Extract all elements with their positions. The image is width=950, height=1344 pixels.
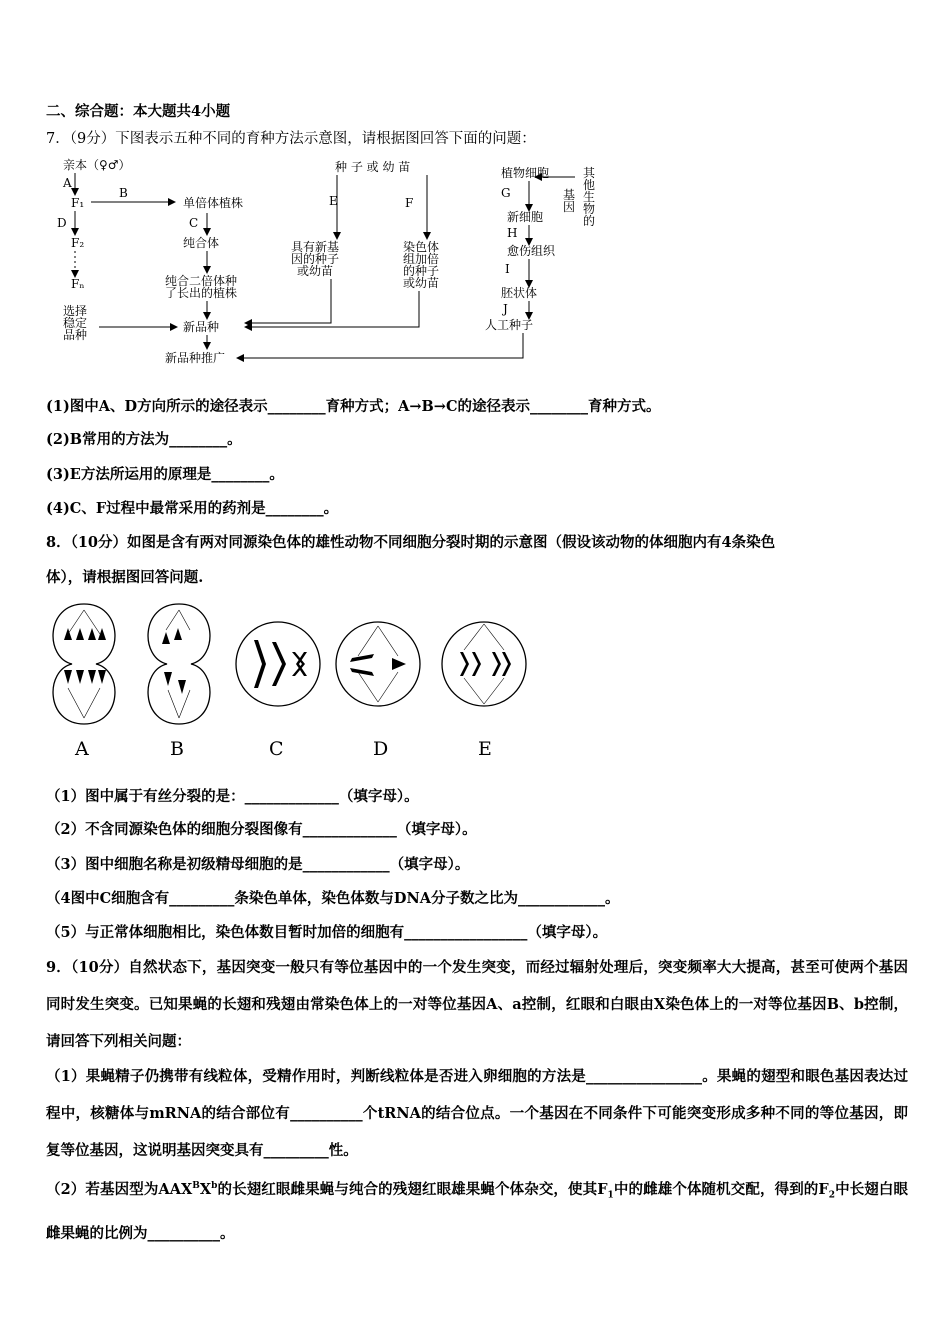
- cell-label-B: B: [170, 738, 184, 760]
- cell-label-A: A: [75, 738, 89, 760]
- f-result-1: 染色体: [403, 240, 440, 254]
- diploid-1: 纯合二倍体种: [165, 274, 238, 288]
- q9-para-2: （1）果蝇精子仍携带有线粒体，受精作用时，判断线粒体是否进入卵细胞的方法是________________。果蝇的翅型和眼色基因表达过程中，核糖体与mRNA的结合部位有__________个tRNA的结合位点。一个基因在不同条件下可能突变形成多种不同的等位基因，即复等位基因，这说明基因突变具有_________性。: [46, 1068, 908, 1159]
- cell-A: [53, 604, 115, 724]
- promotion: 新品种推广: [165, 351, 226, 365]
- label-C: C: [189, 216, 199, 230]
- callus: 愈伤组织: [507, 244, 556, 258]
- q7-sub1: (1)图中A、D方向所示的途径表示________育种方式；A→B→C的途径表示________育种方式。: [46, 398, 661, 415]
- label-G: G: [501, 186, 511, 200]
- q9-p3-e: 中长翅白眼雌果蝇的比例为__________。: [46, 1180, 909, 1242]
- q8-stem-1: 8．（10分）如图是含有两对同源染色体的雄性动物不同细胞分裂时期的示意图（假设该动物的体细胞内有4条染色: [46, 534, 776, 551]
- pure-line: 纯合体: [183, 236, 220, 250]
- label-F: F: [405, 196, 414, 210]
- gene-2: 因: [563, 200, 576, 214]
- plant-cell: 植物细胞: [501, 166, 550, 180]
- q9-para-1: 9．（10分）自然状态下，基因突变一般只有等位基因中的一个发生突变，而经过辐射处理后，突变频率大大提高，甚至可使两个基因同时发生突变。已知果蝇的长翅和残翅由常染色体上的一对等位基因A、a控制，红眼和白眼由X染色体上的一对等位基因B、b控制，请回答下列相关问题：: [46, 959, 908, 1050]
- q8-stem-2: 体），请根据图回答问题.: [46, 569, 204, 586]
- q8-sub3: （3）图中细胞名称是初级精母细胞的是____________（填字母）。: [46, 856, 470, 873]
- new-cell: 新细胞: [507, 210, 544, 224]
- seed-label: 种 子 或 幼 苗: [335, 160, 411, 174]
- q8-sub2: （2）不含同源染色体的细胞分裂图像有_____________（填字母）。: [46, 821, 477, 838]
- e-result-2: 因的种子: [291, 252, 340, 266]
- other-5: 的: [583, 214, 596, 228]
- label-I: I: [505, 262, 510, 276]
- cell-B: [148, 604, 210, 724]
- other-4: 物: [583, 202, 596, 216]
- artificial-seed: 人工种子: [485, 318, 534, 332]
- select-1: 选择: [63, 304, 88, 318]
- q7-stem: 7．（9分）下图表示五种不同的育种方法示意图，请根据图回答下面的问题：: [46, 131, 536, 147]
- label-A: A: [63, 176, 72, 190]
- fn-label: Fₙ: [71, 277, 85, 291]
- q7-sub3: (3)E方法所运用的原理是________。: [46, 466, 284, 483]
- f1-label: F₁: [71, 196, 85, 210]
- sup-b: b: [211, 1181, 218, 1191]
- label-E: E: [329, 194, 338, 208]
- diploid-2: 了长出的植株: [165, 286, 238, 300]
- label-J: J: [503, 302, 508, 316]
- f2-label: F₂: [71, 236, 85, 250]
- label-D: D: [57, 216, 67, 230]
- parent-label: 亲本（♀♂）: [63, 158, 131, 172]
- sub-2: 2: [828, 1190, 835, 1201]
- other-2: 他: [583, 178, 596, 192]
- f-result-3: 的种子: [403, 264, 440, 278]
- select-3: 品种: [63, 328, 88, 342]
- haploid-plant: 单倍体植株: [183, 196, 244, 210]
- cell-division-figures: [40, 600, 540, 765]
- q9-p3-b: X: [199, 1180, 212, 1198]
- f-result-2: 组加倍: [403, 252, 440, 266]
- q9-p3-c: 的长翅红眼雌果蝇与纯合的残翅红眼雄果蝇个体杂交，使其F: [217, 1180, 608, 1198]
- q9-p3-d: 中的雌雄个体随机交配，得到的F: [613, 1180, 829, 1198]
- cell-label-D: D: [373, 738, 389, 760]
- sup-B: B: [192, 1181, 200, 1191]
- cell-C: [236, 622, 320, 706]
- q9-p3-a: （2）若基因型为AAX: [46, 1180, 193, 1198]
- cell-label-C: C: [269, 738, 284, 760]
- q7-sub4: (4)C、F过程中最常采用的药剂是________。: [46, 500, 339, 517]
- select-2: 稳定: [63, 316, 88, 330]
- cell-D: [336, 622, 420, 706]
- q8-sub1: （1）图中属于有丝分裂的是：_____________（填字母）。: [46, 788, 419, 805]
- e-result-1: 具有新基: [291, 240, 340, 254]
- q7-sub2: (2)B常用的方法为________。: [46, 431, 242, 448]
- q9-para-3: [46, 1168, 908, 1252]
- other-1: 其: [583, 166, 596, 180]
- label-B: B: [119, 186, 128, 200]
- cell-label-E: E: [478, 738, 492, 760]
- breeding-diagram: [55, 155, 615, 370]
- e-result-3: 或幼苗: [297, 264, 334, 278]
- label-H: H: [507, 226, 518, 240]
- sub-1: 1: [607, 1190, 614, 1201]
- embryoid: 胚状体: [501, 286, 538, 300]
- gene-1: 基: [563, 188, 576, 202]
- q8-sub4: （4图中C细胞含有_________条染色单体，染色体数与DNA分子数之比为____________。: [46, 890, 620, 907]
- section-title: 二、综合题：本大题共4小题: [46, 103, 231, 120]
- q8-sub5: （5）与正常体细胞相比，染色体数目暂时加倍的细胞有_________________（填字母）。: [46, 924, 608, 941]
- new-variety: 新品种: [183, 320, 220, 334]
- cell-E: [442, 622, 526, 706]
- other-3: 生: [583, 190, 596, 204]
- f-result-4: 或幼苗: [403, 276, 440, 290]
